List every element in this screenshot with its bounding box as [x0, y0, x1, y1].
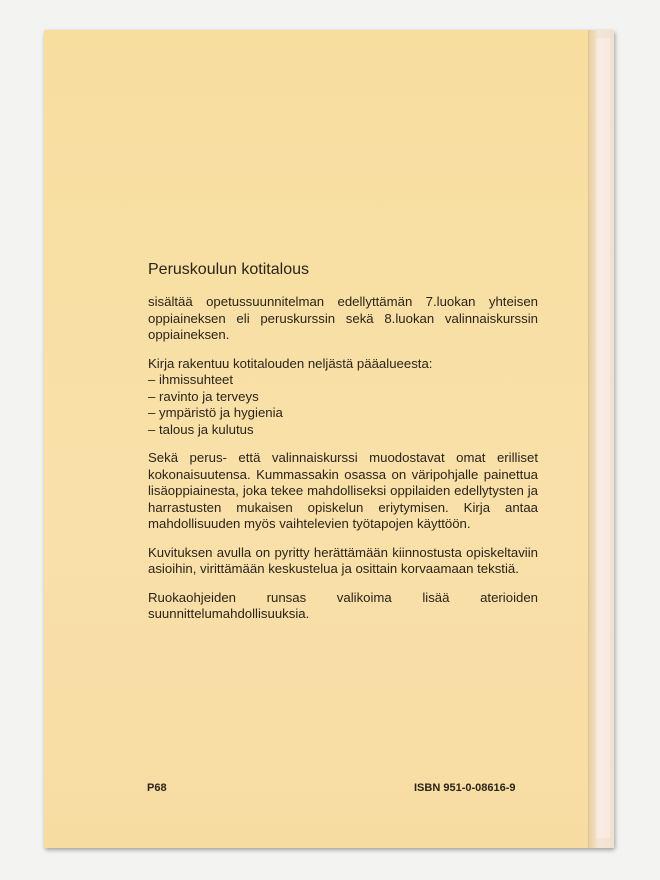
list-item: – ihmissuhteet [148, 372, 234, 387]
cover-surface [44, 30, 589, 848]
courses-paragraph: Sekä perus- että valinnaiskurssi muodostavat omat erilliset kokonaisuutensa. Kummassakin osassa on väripohjalle painettua lisäoppiainesta, joka tekee mahdolliseksi oppilaiden edellytysten ja harrastusten mukaisen opiskelun eriytymisen. Kirja antaa mahdollisuuden myös vaihtelevien työtapojen käyttöön. [148, 450, 538, 531]
spine-tape [596, 38, 610, 838]
isbn-number: ISBN 951-0-08616-9 [414, 782, 516, 794]
areas-intro: Kirja rakentuu kotitalouden neljästä pääalueesta: [148, 355, 433, 371]
list-item: – ympäristö ja hygienia [148, 405, 283, 420]
book-back-cover [44, 30, 614, 848]
blurb [148, 260, 538, 635]
book-spine [588, 30, 614, 848]
list-item: – ravinto ja terveys [148, 388, 259, 404]
illustration-paragraph: Kuvituksen avulla on pyritty herättämään kiinnostusta opiskeltaviin asioihin, virittämään keskustelua ja osittain korvaamaan tekstiä. [148, 544, 538, 576]
product-code: P68 [147, 782, 167, 794]
recipes-paragraph: Ruokaohjeiden runsas valikoima lisää aterioiden suunnittelumahdollisuuksia. [148, 589, 538, 621]
areas-list [148, 372, 538, 438]
intro-paragraph: sisältää opetussuunnitelman edellyttämän 7.luokan yhteisen oppiaineksen eli peruskurssin sekä 8.luokan valinnaiskurssin oppiaineksen. [148, 294, 538, 342]
book-title: Peruskoulun kotitalous [148, 261, 309, 278]
list-item: – talous ja kulutus [148, 421, 254, 437]
